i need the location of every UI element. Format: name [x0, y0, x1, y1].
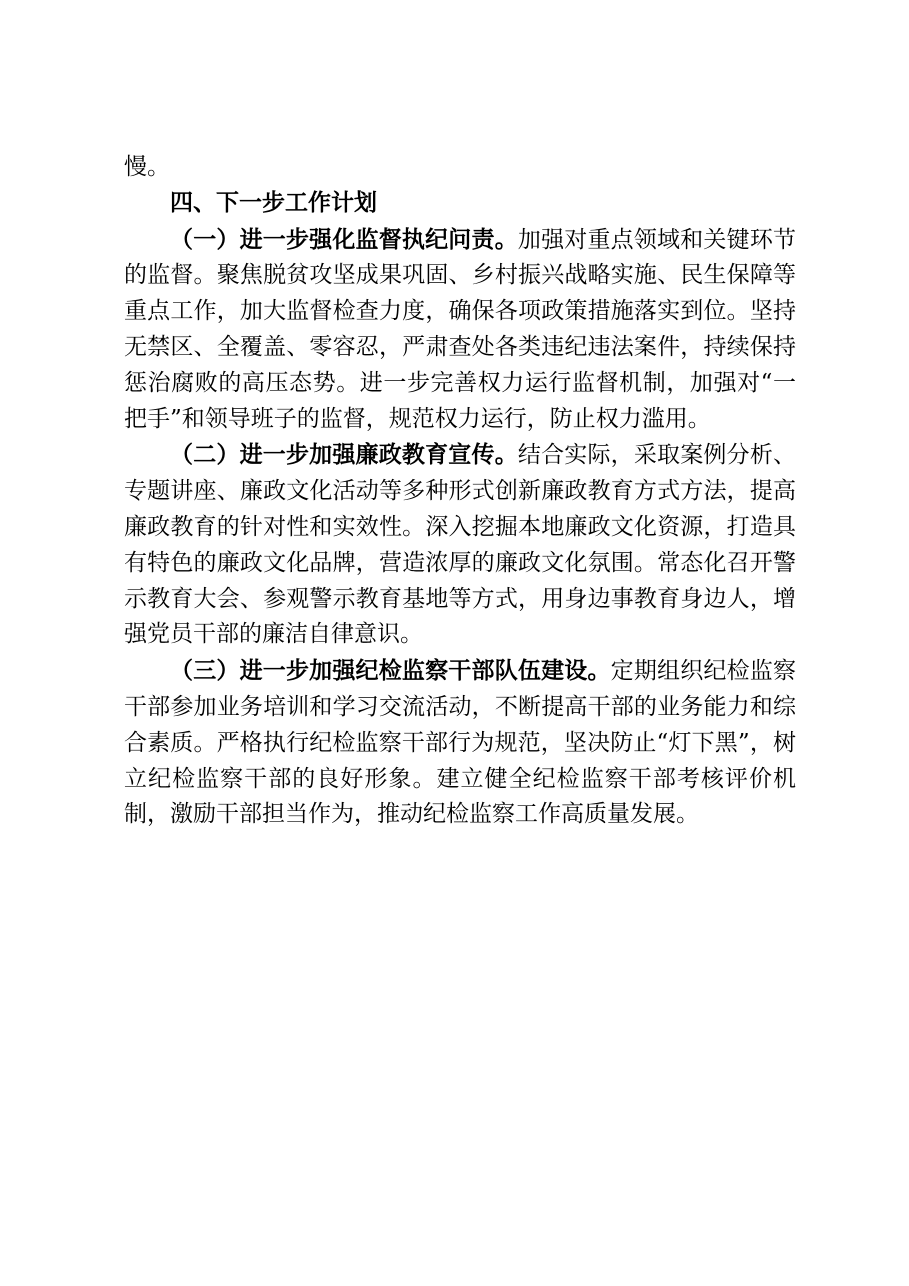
- paragraph-1-body: 加强对重点领域和关键环节的监督。聚焦脱贫攻坚成果巩固、乡村振兴战略实施、民生保障等重点工作，加大监督检查力度，确保各项政策措施落实到位。坚持无禁区、全覆盖、零容忍，严肃查处各类违纪违法案件，持续保持惩治腐败的高压态势。进一步完善权力运行监督机制，加强对“一把手”和领导班子的监督，规范权力运行，防止权力滥用。: [124, 226, 797, 432]
- paragraph-3-lead: （三）进一步加强纪检监察干部队伍建设。: [170, 657, 611, 685]
- section-heading: 四、下一步工作计划: [170, 189, 377, 216]
- document-body: [124, 150, 796, 833]
- paragraph-2: [124, 437, 796, 653]
- paragraph-2-lead: （二）进一步加强廉政教育宣传。: [170, 441, 518, 469]
- paragraph-2-body: 结合实际，采取案例分析、专题讲座、廉政文化活动等多种形式创新廉政教育方式方法，提高廉政教育的针对性和实效性。深入挖掘本地廉政文化资源，打造具有特色的廉政文化品牌，营造浓厚的廉政文化氛围。常态化召开警示教育大会、参观警示教育基地等方式，用身边事教育身边人，增强党员干部的廉洁自律意识。: [124, 442, 797, 648]
- continuation-text: 慢。: [124, 154, 170, 180]
- paragraph-3: [124, 653, 796, 833]
- paragraph-1: [124, 222, 796, 438]
- paragraph-1-lead: （一）进一步强化监督执纪问责。: [170, 225, 518, 253]
- paragraph-3-body: 定期组织纪检监察干部参加业务培训和学习交流活动，不断提高干部的业务能力和综合素质。严格执行纪检监察干部行为规范，坚决防止“灯下黑”，树立纪检监察干部的良好形象。建立健全纪检监察干部考核评价机制，激励干部担当作为，推动纪检监察工作高质量发展。: [124, 658, 797, 828]
